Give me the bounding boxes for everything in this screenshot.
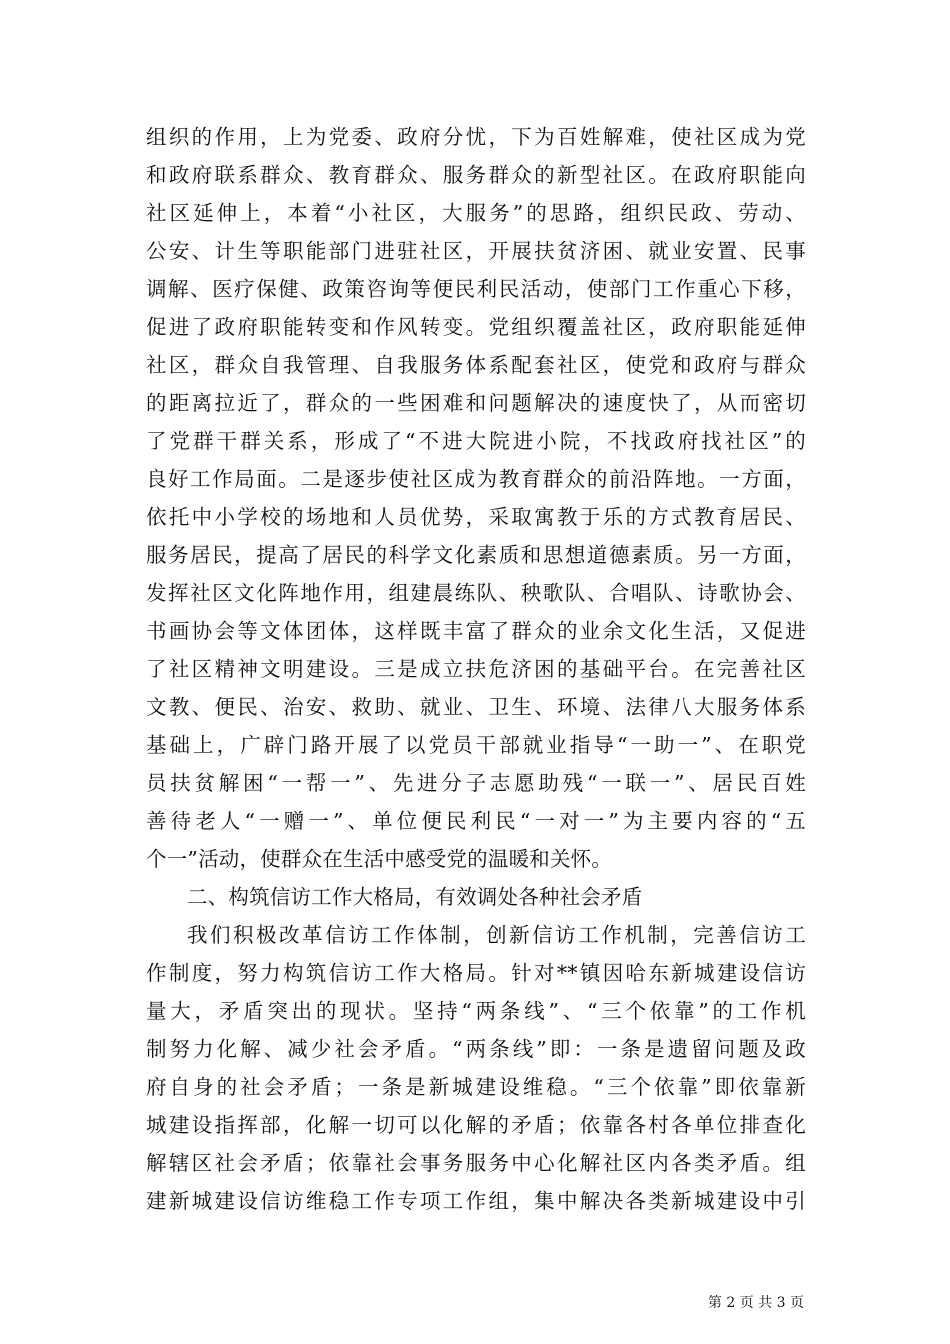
text-line: 了社区精神文明建设。三是成立扶危济困的基础平台。在完善社区	[146, 657, 806, 681]
text-line: 和政府联系群众、教育群众、服务群众的新型社区。在政府职能向	[146, 163, 806, 187]
text-line: 良好工作局面。二是逐步使社区成为教育群众的前沿阵地。一方面，	[146, 467, 806, 491]
text-line: 发挥社区文化阵地作用，组建晨练队、秧歌队、合唱队、诗歌协会、	[146, 581, 806, 605]
text-line: 我们积极改革信访工作体制，创新信访工作机制，完善信访工	[187, 923, 806, 947]
text-line: 书画协会等文体团体，这样既丰富了群众的业余文化生活，又促进	[146, 619, 806, 643]
text-line: 量大，矛盾突出的现状。坚持“两条线”、“三个依靠”的工作机	[146, 999, 806, 1023]
text-line: 公安、计生等职能部门进驻社区，开展扶贫济困、就业安置、民事	[146, 239, 806, 263]
page-number: 第 2 页 共 3 页	[707, 1295, 804, 1311]
text-line: 员扶贫解困“一帮一”、先进分子志愿助残“一联一”、居民百姓	[146, 771, 806, 795]
text-line: 组织的作用，上为党委、政府分忧，下为百姓解难，使社区成为党	[146, 125, 806, 149]
text-line: 解辖区社会矛盾；依靠社会事务服务中心化解社区内各类矛盾。组	[146, 1151, 806, 1175]
text-line: 社区延伸上，本着“小社区，大服务”的思路，组织民政、劳动、	[146, 201, 806, 225]
text-line: 文教、便民、治安、救助、就业、卫生、环境、法律八大服务体系	[146, 695, 806, 719]
text-line: 社区，群众自我管理、自我服务体系配套社区，使党和政府与群众	[146, 353, 806, 377]
text-line: 二、构筑信访工作大格局，有效调处各种社会矛盾	[187, 885, 643, 909]
text-line: 个一”活动，使群众在生活中感受党的温暖和关怀。	[146, 847, 613, 871]
text-line: 善待老人“一赠一”、单位便民利民“一对一”为主要内容的“五	[146, 809, 806, 833]
text-line: 制努力化解、减少社会矛盾。“两条线”即：一条是遗留问题及政	[146, 1037, 806, 1061]
text-line: 城建设指挥部，化解一切可以化解的矛盾；依靠各村各单位排查化	[146, 1113, 806, 1137]
text-line: 基础上，广辟门路开展了以党员干部就业指导“一助一”、在职党	[146, 733, 806, 757]
text-line: 促进了政府职能转变和作风转变。党组织覆盖社区，政府职能延伸	[146, 315, 806, 339]
text-line: 建新城建设信访维稳工作专项工作组，集中解决各类新城建设中引	[146, 1189, 806, 1213]
text-line: 调解、医疗保健、政策咨询等便民利民活动，使部门工作重心下移，	[146, 277, 806, 301]
text-line: 依托中小学校的场地和人员优势，采取寓教于乐的方式教育居民、	[146, 505, 806, 529]
text-line: 作制度，努力构筑信访工作大格局。针对**镇因哈东新城建设信访	[146, 961, 806, 985]
body-text	[146, 118, 806, 1220]
text-line: 服务居民，提高了居民的科学文化素质和思想道德素质。另一方面，	[146, 543, 806, 567]
text-line: 府自身的社会矛盾；一条是新城建设维稳。“三个依靠”即依靠新	[146, 1075, 806, 1099]
text-line: 了党群干群关系，形成了“不进大院进小院，不找政府找社区”的	[146, 429, 806, 453]
text-line: 的距离拉近了，群众的一些困难和问题解决的速度快了，从而密切	[146, 391, 806, 415]
